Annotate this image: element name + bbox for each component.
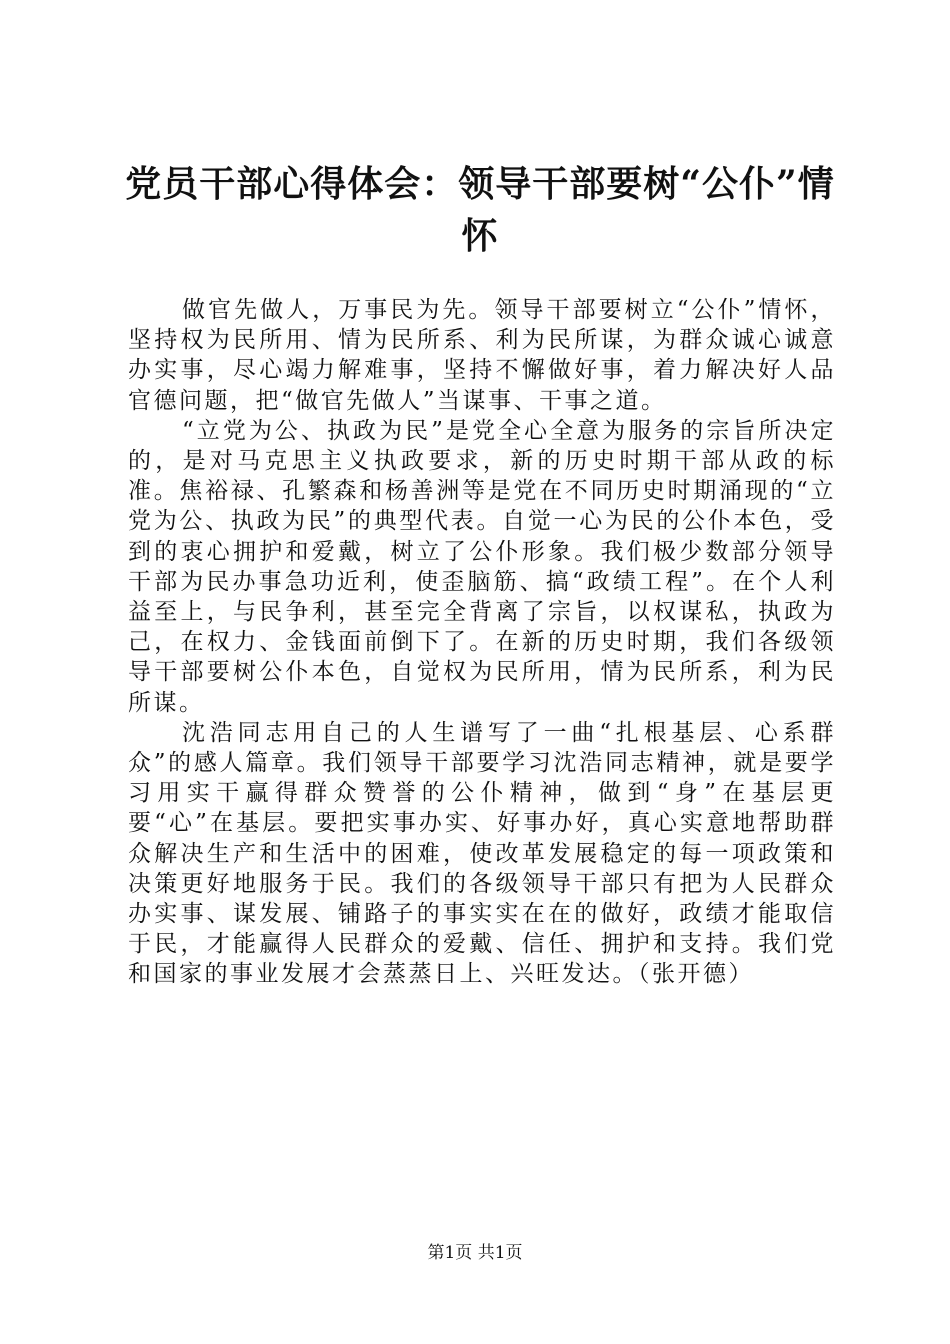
paragraph-2: “立党为公、执政为民”是党全心全意为服务的宗旨所决定的，是对马克思主义执政要求，新的历史时期干部从政的标准。焦裕禄、孔繁森和杨善洲等是党在不同历史时期涌现的“立党为公、执政为民”的典型代表。自觉一心为民的公仆本色，受到的衷心拥护和爱戴，树立了公仆形象。我们极少数部分领导干部为民办事急功近利，使歪脑筋、搞“政绩工程”。在个人利益至上，与民争利，甚至完全背离了宗旨，以权谋私，执政为己，在权力、金钱面前倒下了。在新的历史时期，我们各级领导干部要树公仆本色，自觉权为民所用，情为民所系，利为民所谋。 [128,417,836,716]
page-footer: 第1页 共1页 [427,1243,523,1263]
paragraph-1: 做官先做人，万事民为先。领导干部要树立“公仆”情怀，坚持权为民所用、情为民所系、利为民所谋，为群众诚心诚意办实事，尽心竭力解难事，坚持不懈做好事，着力解决好人品官德问题，把“做官先做人”当谋事、干事之道。 [128,297,836,414]
document-body [128,295,836,990]
paragraph-3: 沈浩同志用自己的人生谱写了一曲“扎根基层、心系群众”的感人篇章。我们领导干部要学习沈浩同志精神，就是要学习用实干赢得群众赞誉的公仆精神，做到“身”在基层更要“心”在基层。要把实事办实、好事办好，真心实意地帮助群众解决生产和生活中的困难，使改革发展稳定的每一项政策和决策更好地服务于民。我们的各级领导干部只有把为人民群众办实事、谋发展、铺路子的事实实在在的做好，政绩才能取信于民，才能赢得人民群众的爱戴、信任、拥护和支持。我们党和国家的事业发展才会蒸蒸日上、兴旺发达。（张开德） [128,719,836,988]
document-title: 党员干部心得体会：领导干部要树“公仆”情怀 [125,163,835,257]
